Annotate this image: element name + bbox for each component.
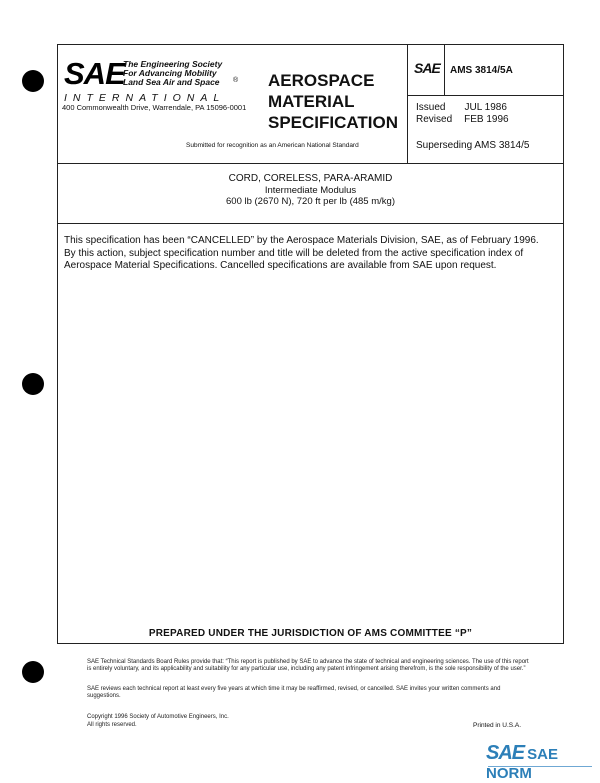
issued-label: Issued bbox=[416, 102, 446, 113]
sae-logo: SAE bbox=[64, 56, 125, 91]
document-frame bbox=[57, 44, 564, 644]
prepared-statement: PREPARED UNDER THE JURISDICTION OF AMS COMMITTEE “P” bbox=[148, 628, 473, 639]
footer-copyright: Copyright 1996 Society of Automotive Engineers, Inc. bbox=[87, 714, 229, 720]
binder-hole-bottom bbox=[22, 661, 44, 683]
watermark-logo: SAE bbox=[486, 742, 525, 764]
footer-rules: SAE Technical Standards Board Rules provide that: “This report is published by SAE to advance the state of technical and engineering sciences. The use of this report is entirely voluntary, and its applicability and suitability for any particular use, including any patent infringement arising therefrom, is the sole responsibility of the user.” bbox=[87, 659, 529, 673]
revised-value: FEB 1996 bbox=[464, 114, 509, 125]
watermark-text: SAE NORM bbox=[486, 746, 558, 782]
revised-label: Revised bbox=[416, 114, 453, 125]
header-right bbox=[408, 45, 563, 163]
cancellation-notice: This specification has been “CANCELLED” by the Aerospace Materials Division, SAE, as of February 1996. By this action, subject specification number and title will be deleted from the active specification index of Aerospace Material Specifications. Cancelled specifications are available from SAE upon request. bbox=[64, 235, 539, 271]
material-subtitle: Intermediate Modulus bbox=[264, 185, 357, 196]
watermark-underline bbox=[488, 766, 592, 767]
sae-logo-small: SAE bbox=[414, 60, 440, 76]
registered-mark: ® bbox=[233, 77, 239, 84]
footer-review: SAE reviews each technical report at least every five years at which time it may be reaffirmed, revised, or cancelled. SAE invites your written comments and suggestions. bbox=[87, 686, 501, 700]
divider bbox=[408, 95, 563, 96]
binder-hole-middle bbox=[22, 373, 44, 395]
watermark bbox=[486, 742, 600, 783]
doc-number: AMS 3814/5A bbox=[450, 65, 513, 76]
submitted-note: Submitted for recognition as an American National Standard bbox=[186, 142, 359, 149]
international-label: INTERNATIONAL bbox=[64, 92, 226, 104]
superseding: Superseding AMS 3814/5 bbox=[416, 140, 530, 151]
issued-value: JUL 1986 bbox=[464, 102, 507, 113]
printed-in: Printed in U.S.A. bbox=[473, 722, 522, 729]
divider bbox=[444, 45, 445, 95]
header-left bbox=[58, 45, 408, 163]
footer-rights: All rights reserved. bbox=[87, 722, 137, 728]
society-tagline: The Engineering Society For Advancing Mobility Land Sea Air and Space bbox=[123, 59, 223, 87]
material-title: CORD, CORELESS, PARA-ARAMID bbox=[228, 173, 393, 184]
doc-type-title: AEROSPACE MATERIAL SPECIFICATION bbox=[268, 71, 399, 132]
binder-hole-top bbox=[22, 70, 44, 92]
material-title-block bbox=[58, 163, 563, 224]
issue-dates bbox=[416, 102, 509, 126]
material-rating: 600 lb (2670 N), 720 ft per lb (485 m/kg) bbox=[226, 196, 395, 207]
address: 400 Commonwealth Drive, Warrendale, PA 15096-0001 bbox=[62, 103, 247, 112]
